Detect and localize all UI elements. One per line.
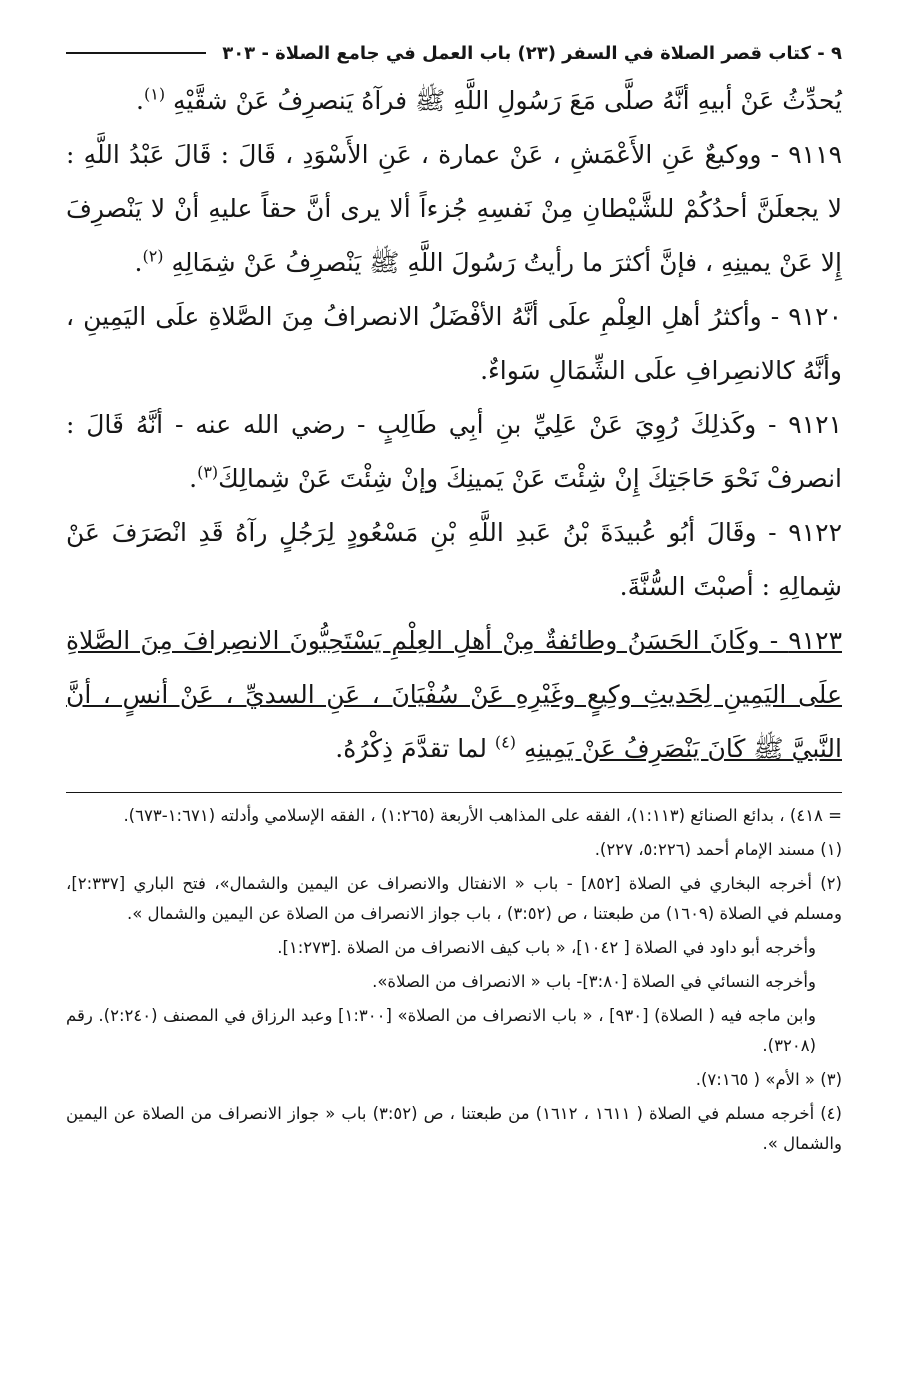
footnote-ref-1: (١) bbox=[143, 84, 166, 104]
paragraph-9122: ٩١٢٢ - وقَالَ أبُو عُبيدَةَ بْنُ عَبدِ اللَّهِ بْنِ مَسْعُودٍ لِرَجُلٍ رآهُ قَدِ انْصَرَفَ عَنْ شِمالِهِ : أصبْتَ السُّنَّةَ. bbox=[66, 518, 842, 601]
footnote-ref-3: (٣) bbox=[197, 462, 219, 482]
paragraph-continuation: يُحدِّثُ عَنْ أبيهِ أنَّهُ صلَّى مَعَ رَسُولِ اللَّهِ ﷺ فرآهُ يَنصرِفُ عَنْ شقَّيْهِ $^{(١)}$. bbox=[136, 84, 842, 115]
footnote-ref-2: (٢) bbox=[142, 246, 164, 266]
paragraph-9123: ٩١٢٣ - وكَانَ الحَسَنُ وطائفةٌ مِنْ أهلِ العِلْمِ يَسْتَحِبُّونَ الانصِرافَ مِنَ الصَّلاةِ علَى اليَمِينِ لِحَديثِ وكِيعٍ وغَيْرِهِ عَنْ سُفْيَانَ ، عَنِ السديِّ ، عَنْ أنسٍ ، أنَّ النَّبيَّ ﷺ كَانَ يَنْصَرِفُ عَنْ يَمِينِهِ $^{(٤)}$ لما تقدَّمَ ذِكْرُهُ. bbox=[66, 626, 842, 763]
footnote-2-ibn-majah: وابن ماجه فيه ( الصلاة) [٩٣٠] ، « باب الانصراف من الصلاة» [١:٣٠٠] وعبد الرزاق في المصنف (٢:٢٤٠). رقم (٣٢٠٨). bbox=[66, 1006, 817, 1055]
footnote-2: (٢) أخرجه البخاري في الصلاة [٨٥٢] - باب « الانفتال والانصراف عن اليمين والشمال»، فتح الباري [٢:٣٣٧]، ومسلم في الصلاة (١٦٠٩) من طبعتنا ، ص (٣:٥٢) ، باب جواز الانصراف من الصلاة عن اليمين والشمال ». bbox=[66, 874, 842, 923]
footnote-3: (٣) « الأم» ( ٧:١٦٥). bbox=[695, 1070, 842, 1089]
main-text bbox=[66, 74, 842, 776]
footnote-4: (٤) أخرجه مسلم في الصلاة ( ١٦١١ ، ١٦١٢) من طبعتنا ، ص (٣:٥٢) باب « جواز الانصراف من الصلاة عن اليمين والشمال ». bbox=[66, 1104, 842, 1153]
footnote-2-nasai: وأخرجه النسائي في الصلاة [٣:٨٠]- باب « الانصراف من الصلاة». bbox=[372, 972, 816, 991]
paragraph-9120: ٩١٢٠ - وأكثرُ أهلِ العِلْمِ علَى أنَّهُ الأفْضَلُ الانصرافُ مِنَ الصَّلاةِ علَى اليَمِينِ ، وأنَّهُ كالانصِرافِ علَى الشِّمَالِ سَواءٌ. bbox=[66, 302, 842, 385]
footnote-continued: = ٤١٨) ، بدائع الصنائع (١:١١٣)، الفقه على المذاهب الأربعة (١:٢٦٥) ، الفقه الإسلامي وأدلته (١:٦٧١-٦٧٣). bbox=[123, 806, 842, 825]
footnote-1: (١) مسند الإمام أحمد (٥:٢٢٦، ٢٢٧). bbox=[594, 840, 842, 859]
running-header: ٩ - كتاب قصر الصلاة في السفر (٢٣) باب العمل في جامع الصلاة - ٣٠٣ bbox=[222, 42, 842, 64]
header-rule bbox=[66, 52, 206, 54]
footnotes bbox=[66, 801, 842, 1159]
page-header bbox=[66, 38, 842, 68]
footnote-2-abu-dawud: وأخرجه أبو داود في الصلاة [ ١٠٤٢]، « باب كيف الانصراف من الصلاة .[١:٢٧٣]. bbox=[277, 938, 816, 957]
footnote-ref-4: (٤) bbox=[494, 732, 516, 752]
paragraph-9121: ٩١٢١ - وكَذلِكَ رُوِيَ عَنْ عَلِيِّ بنِ أبِي طَالِبٍ - رضي الله عنه - أنَّهُ قَالَ : انصرفْ نَحْوَ حَاجَتِكَ إِنْ شِئْتَ عَنْ يَمينِكَ وإنْ شِئْتَ عَنْ شِمالِكَ$^{(٣)}$. bbox=[66, 410, 842, 493]
paragraph-9119: ٩١١٩ - ووكيعٌ عَنِ الأَعْمَشِ ، عَنْ عمارة ، عَنِ الأَسْوَدِ ، قَالَ : قَالَ عَبْدُ اللَّهِ : لا يجعلَنَّ أحدُكُمْ للشَّيْطانِ مِنْ نَفسِهِ جُزءاً ألا يرى أنَّ حقاً عليهِ أنْ لا يَنْصرِفَ إِلا عَنْ يمينِهِ ، فإنَّ أكثرَ ما رأيتُ رَسُولَ اللَّهِ ﷺ يَنْصرِفُ عَنْ شِمَالِهِ $^{(٢)}$. bbox=[66, 140, 842, 277]
footnote-separator bbox=[66, 792, 842, 793]
